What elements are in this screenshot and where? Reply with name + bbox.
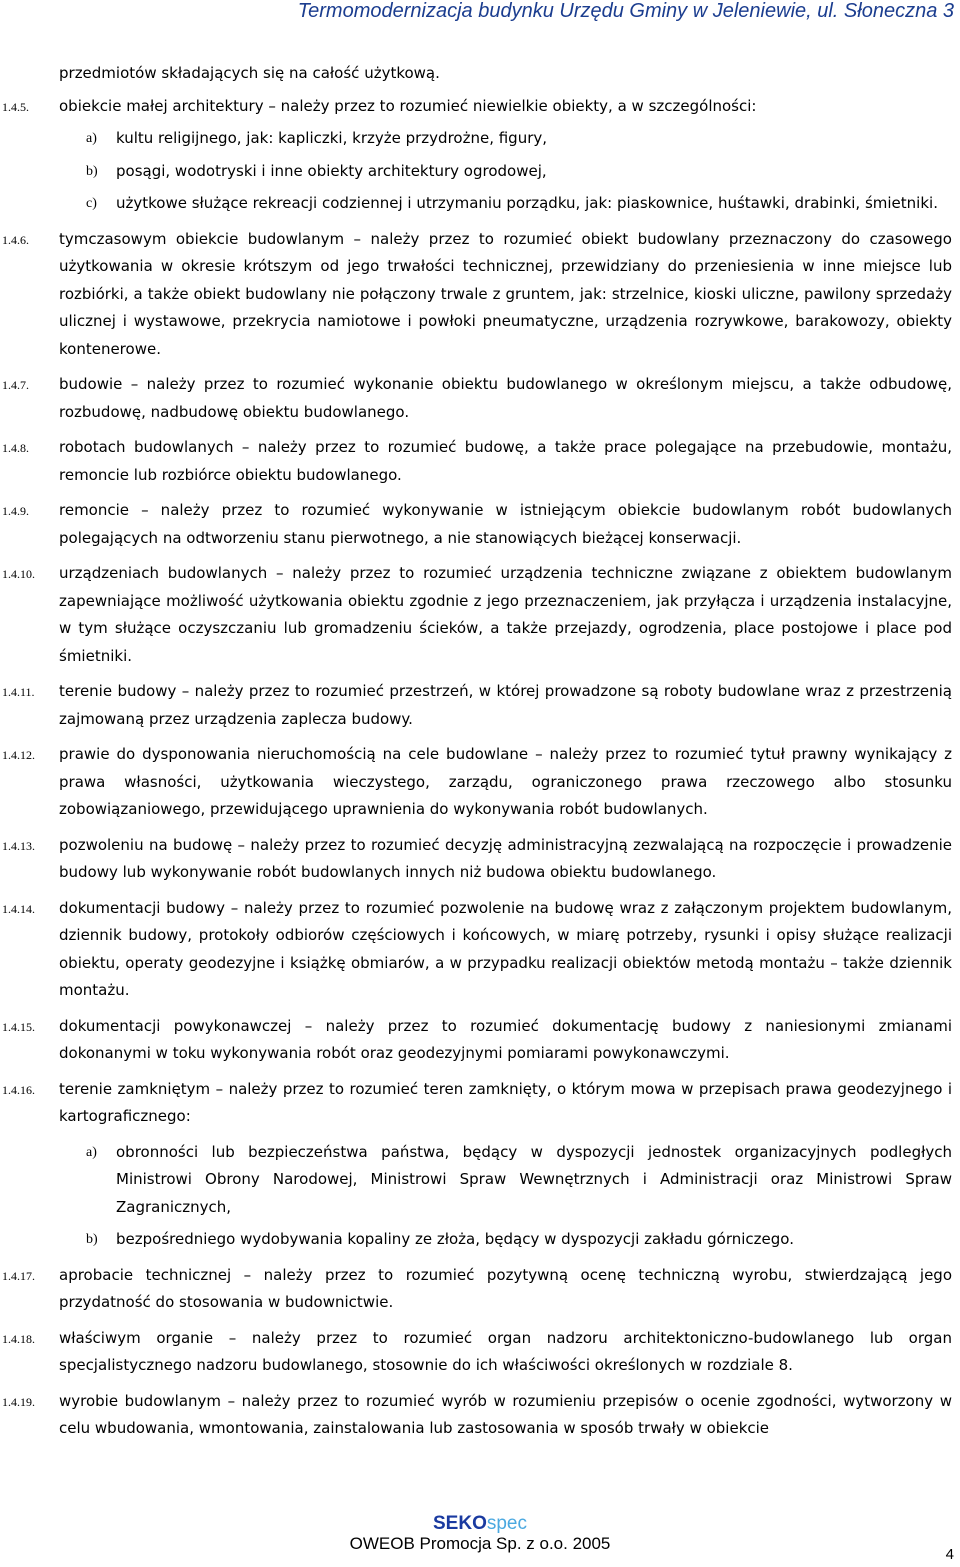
- item-number: 1.4.13.: [2, 838, 35, 853]
- definition-item-1-4-15: [0, 1013, 960, 1068]
- item-text: obiekcie małej architektury – należy przez to rozumieć niewielkie obiekty, a w szczególności:: [59, 96, 757, 115]
- item-number: 1.4.9.: [2, 504, 29, 518]
- item-text: remoncie – należy przez to rozumieć wykonywanie w istniejącym obiekcie budowlanym robót budowlanych polegających na odtworzeniu stanu pierwotnego, a nie stanowiących bieżącej konserwacji.: [59, 501, 952, 547]
- definition-item-1-4-13: [0, 832, 960, 887]
- item-number: 1.4.14.: [2, 901, 35, 916]
- item-text: prawie do dysponowania nieruchomością na cele budowlane – należy przez to rozumieć tytuł prawny wynikający z prawa własności, użytkowania wieczystego, zarządu, ograniczonego prawa rzeczowego albo stosunku zobowiązaniowego, przewidującego uprawnienia do wykonywania robót budowlanych.: [59, 745, 952, 818]
- item-text: właściwym organie – należy przez to rozumieć organ nadzoru architektoniczno-budowlanego lub organ specjalistycznego nadzoru budowlanego, stosownie do ich właściwości określonych w rozdziale 8.: [59, 1328, 952, 1374]
- sub-item-text: obronności lub bezpieczeństwa państwa, będący w dyspozycji jednostek organizacyjnych podległych Ministrowi Obrony Narodowej, Ministrowi Spraw Wewnętrznych i Administracji oraz Ministrowi Spraw Zagranicznych,: [116, 1142, 952, 1216]
- item-number: 1.4.15.: [2, 1019, 35, 1034]
- item-number: 1.4.17.: [2, 1268, 35, 1283]
- item-number: 1.4.5.: [2, 99, 29, 114]
- item-text: tymczasowym obiekcie budowlanym – należy przez to rozumieć obiekt budowlany przeznaczony do czasowego użytkowania w okresie krótszym od jego trwałości technicznej, przewidziany do przeniesienia w inne miejsce lub rozbiórki, a także obiekt budowlany nie połączony trwale z gruntem, jak: strzelnice, kioski uliczne, pawilony sprzedaży ulicznej i wystawowe, przekrycia namiotowe i powłoki pneumatyczne, urządzenia rozrywkowe, barakowozy, obiekty kontenerowe.: [59, 229, 952, 358]
- sub-item-letter: a): [86, 131, 97, 146]
- item-number: 1.4.12.: [2, 748, 35, 762]
- document-body: [0, 60, 960, 1443]
- item-text: urządzeniach budowlanych – należy przez to rozumieć urządzenia techniczne związane z obiektem budowlanym zapewniające możliwość użytkowania obiektu zgodnie z jego przeznaczeniem, jak przyłącza i urządzenia instalacyjne, w tym służące oczyszczaniu lub gromadzeniu ścieków, a także przejazdy, ogrodzenia, place postojowe i place pod śmietniki.: [59, 564, 952, 665]
- definition-item-1-4-16: [0, 1076, 960, 1131]
- sub-item-a: [59, 125, 952, 153]
- definition-item-1-4-6: [0, 226, 960, 364]
- sub-item-text: kultu religijnego, jak: kapliczki, krzyże przydrożne, figury,: [116, 129, 548, 147]
- item-text: wyrobie budowlanym – należy przez to rozumieć wyrób w rozumieniu przepisów o ocenie zgodności, wytworzony w celu wbudowania, wmontowania, zainstalowania lub zastosowania w sposób trwały w obiekcie: [59, 1391, 952, 1437]
- brand-part-spec: spec: [486, 1513, 527, 1534]
- sub-item-b: [59, 158, 952, 186]
- sub-item-text: użytkowe służące rekreacji codziennej i utrzymaniu porządku, jak: piaskownice, huśtawki, drabinki, śmietniki.: [116, 194, 938, 212]
- footer-company: OWEOB Promocja Sp. z o.o. 2005: [349, 1534, 611, 1553]
- item-number: 1.4.18.: [2, 1331, 35, 1346]
- sub-list: [0, 125, 960, 218]
- sub-item-letter: b): [86, 163, 98, 179]
- item-number: 1.4.16.: [2, 1082, 35, 1097]
- item-number: 1.4.6.: [2, 232, 29, 247]
- item-text: aprobacie technicznej – należy przez to rozumieć pozytywną ocenę techniczną wyrobu, stwierdzającą jego przydatność do stosowania w budownictwie.: [59, 1265, 952, 1311]
- sub-item-letter: a): [86, 1144, 97, 1160]
- page-number: 4: [945, 1546, 954, 1563]
- sub-item-b: [59, 1226, 952, 1254]
- definition-item-1-4-12: [0, 741, 960, 824]
- item-text: pozwoleniu na budowę – należy przez to rozumieć decyzję administracyjną zezwalającą na rozpoczęcie i prowadzenie budowy lub wykonywanie robót budowlanych innych niż budowa obiektu budowlanego.: [59, 835, 952, 881]
- sub-item-letter: c): [86, 196, 97, 211]
- definition-item-1-4-9: [0, 497, 960, 552]
- definition-item-1-4-18: [0, 1325, 960, 1380]
- item-number: 1.4.19.: [2, 1394, 35, 1409]
- item-text: dokumentacji powykonawczej – należy przez to rozumieć dokumentację budowy z naniesionymi zmianami dokonanymi w toku wykonywania robót oraz geodezyjnymi pomiarami powykonawczymi.: [59, 1016, 952, 1062]
- sub-item-c: [59, 190, 952, 218]
- definition-item-1-4-17: [0, 1262, 960, 1317]
- definition-item-1-4-7: [0, 371, 960, 426]
- sub-item-letter: b): [86, 1232, 98, 1247]
- definition-item-1-4-10: [0, 560, 960, 670]
- item-number: 1.4.10.: [2, 567, 35, 581]
- definition-item-1-4-11: [0, 678, 960, 733]
- item-text: dokumentacji budowy – należy przez to rozumieć pozwolenie na budowę wraz z załączonym projektem budowlanym, dziennik budowy, protokoły odbiorów częściowych i końcowych, w miarę potrzeby, rysunki i opisy służące realizacji obiektu, operaty geodezyjne i książkę obmiarów, a w przypadku realizacji obiektów metodą montażu – także dziennik montażu.: [59, 898, 952, 999]
- item-text: budowie – należy przez to rozumieć wykonanie obiektu budowlanego w określonym miejscu, a także odbudowę, rozbudowę, nadbudowę obiektu budowlanego.: [59, 375, 952, 421]
- definition-item-1-4-14: [0, 895, 960, 1005]
- definition-item-1-4-8: [0, 434, 960, 489]
- item-number: 1.4.7.: [2, 378, 29, 392]
- brand-part-seko: SEKO: [433, 1513, 487, 1534]
- item-text: terenie zamkniętym – należy przez to rozumieć teren zamknięty, o którym mowa w przepisach prawa geodezyjnego i kartograficznego:: [59, 1079, 952, 1125]
- sub-item-a: [59, 1139, 952, 1222]
- definition-item-1-4-19: [0, 1388, 960, 1443]
- definition-item-1-4-5: [0, 93, 960, 121]
- document-header-title: Termomodernizacja budynku Urzędu Gminy w Jeleniewie, ul. Słoneczna 3: [297, 0, 954, 22]
- item-number: 1.4.8.: [2, 441, 29, 455]
- item-text: przedmiotów składających się na całość użytkową.: [59, 64, 440, 82]
- definition-item-continuation: [0, 60, 960, 88]
- sub-list: [0, 1139, 960, 1254]
- item-text: terenie budowy – należy przez to rozumieć przestrzeń, w której prowadzone są roboty budowlane wraz z przestrzenią zajmowaną przez urządzenia zaplecza budowy.: [59, 682, 952, 728]
- item-number: 1.4.11.: [2, 685, 35, 699]
- sub-item-text: posągi, wodotryski i inne obiekty architektury ogrodowej,: [116, 161, 547, 180]
- item-text: robotach budowlanych – należy przez to rozumieć budowę, a także prace polegające na przebudowie, montażu, remoncie lub rozbiórce obiektu budowlanego.: [59, 438, 952, 484]
- footer-brand-logo: [0, 1513, 960, 1535]
- sub-item-text: bezpośredniego wydobywania kopaliny ze złoża, będący w dyspozycji zakładu górniczego.: [116, 1230, 794, 1248]
